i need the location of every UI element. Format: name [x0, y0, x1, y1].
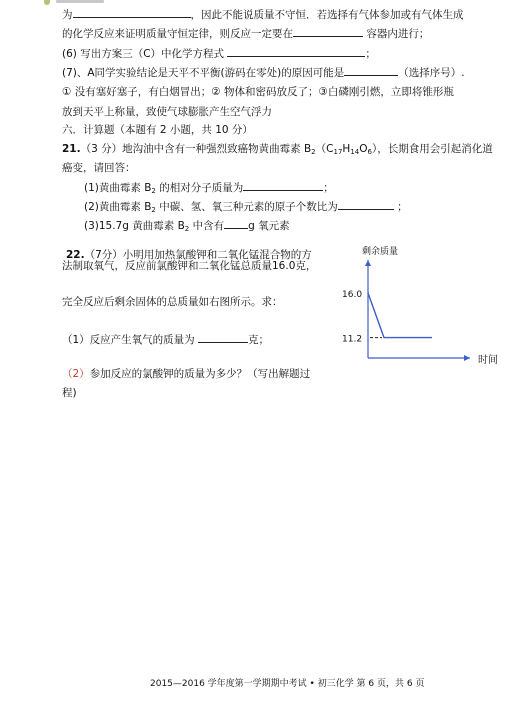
q22-line-1: 22.（7分）小明用加热氯酸钾和二氧化锰混合物的方 [66, 249, 312, 261]
series-line [368, 293, 432, 338]
chart-ylabel: 剩余质量 [362, 247, 399, 257]
chart-xlabel: 时间 [478, 355, 498, 366]
q21-part-3: (3)15.7g 黄曲霉素 $B_2$ 中含有 g 氧元素 [84, 217, 290, 233]
answer-blank[interactable] [227, 45, 365, 57]
q21-part-1: (1)黄曲霉素 $B_2$ 的相对分子质量为 ； [84, 179, 334, 195]
answer-blank[interactable] [338, 198, 394, 210]
header-mark [44, 0, 50, 5]
answer-blank[interactable] [224, 217, 248, 229]
x-axis-arrow [464, 355, 470, 361]
header-smudge [56, 0, 104, 3]
y-tick-label: 11.2 [342, 334, 363, 345]
y-tick-label: 16.0 [342, 290, 363, 300]
text-line-2: 的化学反应来证明质量守恒定律，则反应一定要在 容器内进行； [62, 25, 429, 41]
q22-line-3: 完全反应后剩余固体的总质量如右图所示。求： [62, 296, 283, 308]
text-line-6: 放到天平上称量，致使气球膨胀产生空气浮力 [62, 106, 272, 118]
answer-blank[interactable] [198, 331, 248, 343]
q21-line-2: 癌变，请回答： [62, 162, 136, 174]
answer-blank[interactable] [344, 64, 398, 76]
q22-part-2: （2）参加反应的氯酸钾的质量为多少？（写出解题过 [62, 368, 311, 380]
answer-blank[interactable] [73, 6, 191, 18]
q22-line-2: 法制取氧气，反应前氯酸钾和二氧化锰总质量16.0克， [62, 260, 317, 272]
y-axis-arrow [365, 260, 371, 266]
text-line-1: 为 ，因此不能说质量不守恒．若选择有气体参加或有气体生成 [62, 6, 464, 22]
answer-blank[interactable] [293, 25, 363, 37]
q21-line-1: 21.（3 分）地沟油中含有一种强烈致癌物黄曲霉素 $B_2(C_{17}H_{14}O_6)$，长期食用会引起消化道 [62, 143, 493, 156]
q22-part-1: （1）反应产生氧气的质量为 克； [62, 331, 269, 347]
q21-part-2: (2)黄曲霉素 $B_2$ 中碳、氢、氧三种元素的原子个数比为 ； [84, 198, 408, 214]
answer-blank[interactable] [243, 179, 323, 191]
page-footer: 2015—2016 学年度第一学期期中考试 • 初三化学 第 6 页，共 6 页 [150, 679, 425, 689]
text-line-4: (7)、A同学实验结论是天平不平衡(游码在零处)的原因可能是 （选择序号）. [62, 64, 465, 80]
q22-part-2-cont: 程) [62, 387, 77, 399]
mass-time-chart [330, 240, 510, 380]
section-title: 六．计算题（本题有 2 小题，共 10 分） [62, 124, 253, 136]
text-line-3: (6) 写出方案三（C）中化学方程式 ； [62, 45, 376, 61]
text-line-5: ① 没有塞好塞子，有白烟冒出；② 物体和密码放反了；③白磷刚引燃，立即将锥形瓶 [62, 86, 454, 98]
